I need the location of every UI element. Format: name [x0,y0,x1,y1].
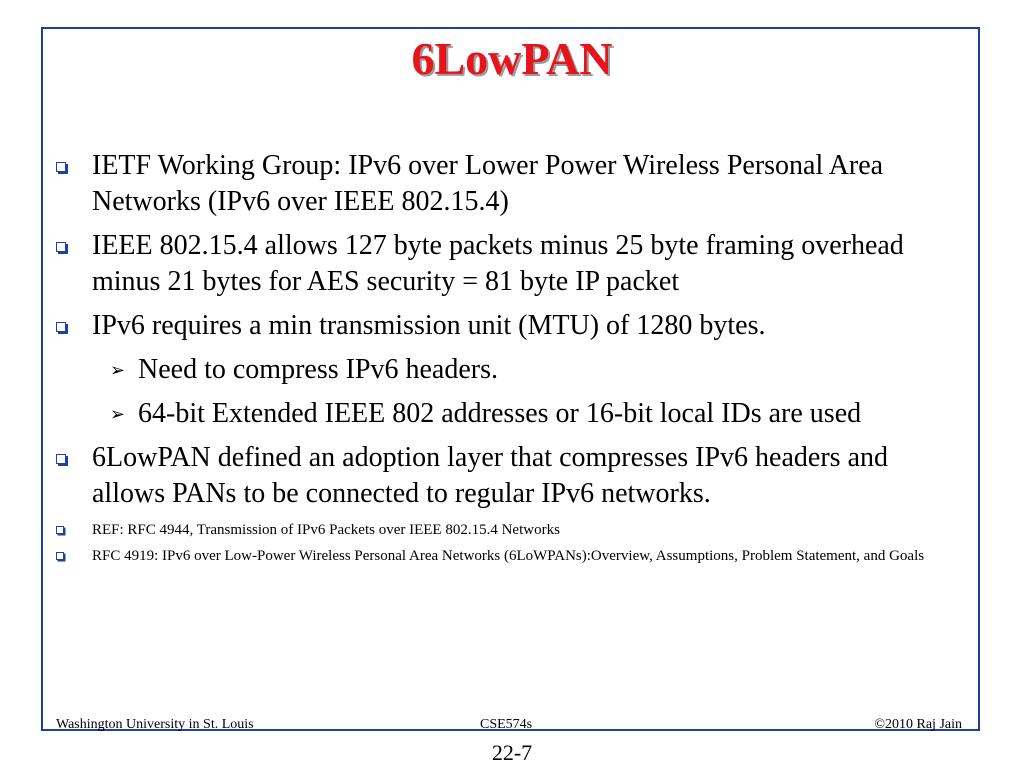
slide-footer [56,717,962,733]
bullet-item [48,308,964,344]
reference-item [48,546,964,566]
bullet-item [48,440,964,512]
bullet-item [48,228,964,300]
square-bullet-icon [56,454,66,464]
arrow-bullet-icon: ➢ [110,360,126,381]
reference-text: REF: RFC 4944, Transmission of IPv6 Packets over IEEE 802.15.4 Networks [92,522,560,538]
square-bullet-icon [56,242,66,252]
sub-bullet-item [48,352,964,388]
slide-title: 6LowPAN [411,33,613,84]
footer-copyright: ©2010 Raj Jain [874,717,962,732]
square-bullet-icon [56,526,64,534]
footer-institution: Washington University in St. Louis [56,717,254,732]
bullet-text: IEEE 802.15.4 allows 127 byte packets minus 25 byte framing overhead minus 21 bytes for AES security = 81 byte IP packet [92,230,904,297]
bullet-text: IPv6 requires a min transmission unit (MTU) of 1280 bytes. [92,310,766,341]
bullet-text: Need to compress IPv6 headers. [138,354,499,385]
footer-course: CSE574s [480,717,533,732]
bullet-text: 64-bit Extended IEEE 802 addresses or 16-bit local IDs are used [138,398,862,429]
bullet-text: 6LowPAN defined an adoption layer that compresses IPv6 headers and allows PANs to be connected to regular IPv6 networks. [92,442,888,509]
reference-text: RFC 4919: IPv6 over Low-Power Wireless Personal Area Networks (6LoWPANs):Overview, Assumptions, Problem Statement, and Goals [92,548,925,564]
reference-item [48,520,964,540]
bullet-item [48,148,964,220]
bullet-text: IETF Working Group: IPv6 over Lower Power Wireless Personal Area Networks (IPv6 over IEEE 802.15.4) [92,150,884,217]
sub-bullet-item [48,396,964,432]
square-bullet-icon [56,322,66,332]
arrow-bullet-icon: ➢ [110,404,126,425]
square-bullet-icon [56,552,64,560]
bullet-list [48,148,964,572]
square-bullet-icon [56,162,66,172]
slide-number: 22-7 [491,740,533,765]
